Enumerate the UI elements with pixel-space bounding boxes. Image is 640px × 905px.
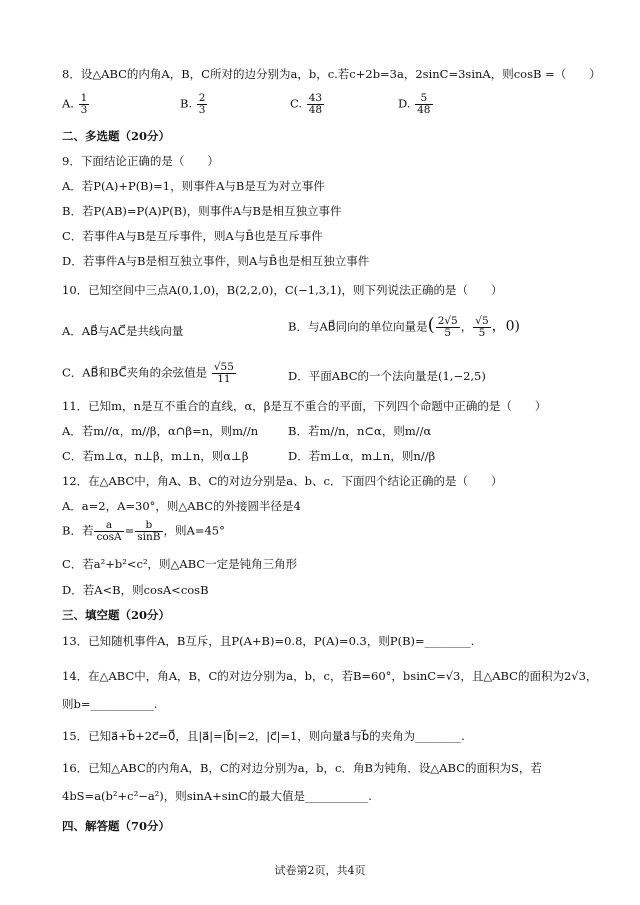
q11-option-a: A．若m//α，m//β，α∩β=n，则m//n: [62, 424, 259, 438]
q12-option-c: C．若a²+b²<c²，则△ABC一定是钝角三角形: [62, 557, 298, 571]
question-12-stem: 12．在△ABC中，角A、B、C的对边分别是a、b、c．下面四个结论正确的是（ ）: [62, 474, 503, 488]
q10-option-b: [288, 316, 520, 339]
question-10-stem: 10．已知空间中三点A(0,1,0)，B(2,2,0)，C(−1,3,1)，则下列说法正确的是（ ）: [62, 283, 503, 297]
question-11-stem: 11．已知m，n是互不重合的直线，α，β是互不重合的平面，下列四个命题中正确的是（ ）: [62, 399, 547, 413]
q8-option-d: [398, 93, 434, 116]
separator: ，: [460, 319, 473, 334]
option-label: D.: [398, 96, 411, 111]
fraction: $\frac{2√5}{5}$: [437, 315, 458, 339]
question-16-line-1: 16．已知△ABC的内角A，B，C的对边分别为a，b，c．角B为钝角．设△ABC的面积为S，若: [62, 761, 542, 775]
q8-option-c: [290, 93, 325, 116]
option-text: B．与AB⃗同向的单位向量是: [288, 319, 428, 334]
question-16-line-2: 4bS=a(b²+c²−a²)，则sinA+sinC的最大值是___________.: [62, 789, 372, 803]
fraction: $\frac{√5}{5}$: [475, 315, 489, 339]
q11-option-b: B．若m//n，n⊂α，则m//α: [288, 424, 432, 438]
q10-option-d: D．平面ABC的一个法向量是(1,−2,5): [288, 369, 486, 383]
section-heading-multiple-choice: 二、多选题（20分）: [62, 129, 171, 143]
q12-option-d: D．若A<B，则cosA<cosB: [62, 583, 209, 597]
fraction: $\frac{1}{3}$: [80, 92, 88, 116]
question-14-line-1: 14．在△ABC中，角A，B，C的对边分别为a，b，c，若B=60°，bsinC=√3，且△ABC的面积为2√3，: [62, 669, 598, 683]
option-text: ，则A=45°: [163, 523, 225, 538]
q8-option-b: [180, 93, 208, 116]
fraction: $\frac{a}{\cos A}$: [96, 519, 122, 543]
q11-option-c: C．若m⊥α，n⊥β，m⊥n，则α⊥β: [62, 449, 249, 463]
option-label: B.: [180, 96, 193, 111]
section-heading-fill-in: 三、填空题（20分）: [62, 608, 171, 622]
fraction: $\frac{2}{3}$: [198, 92, 206, 116]
option-label: C.: [290, 96, 303, 111]
option-text: B．若: [62, 523, 94, 538]
q8-option-a: [62, 93, 90, 116]
question-9-stem: 9．下面结论正确的是（ ）: [62, 154, 219, 168]
page-footer: 试卷第2页，共4页: [274, 864, 366, 877]
q9-option-c: C．若事件A与B是互斥事件，则A与B̄也是互斥事件: [62, 229, 323, 243]
option-label: A.: [62, 96, 74, 111]
section-heading-solutions: 四、解答题（70分）: [62, 819, 171, 833]
question-15: 15．已知a⃗+b⃗+2c⃗=0⃗，且|a⃗|=|b⃗|=2，|c⃗|=1，则向量a⃗与b⃗的夹角为________.: [62, 729, 465, 743]
q9-option-b: B．若P(AB)=P(A)P(B)，则事件A与B是相互独立事件: [62, 204, 342, 218]
fraction: $\frac{b}{\sin B}$: [137, 519, 161, 543]
vector-open: (: [427, 314, 435, 336]
q10-option-c: [62, 362, 237, 385]
fraction: $\frac{43}{48}$: [308, 92, 323, 116]
q9-option-a: A．若P(A)+P(B)=1，则事件A与B是互为对立事件: [62, 179, 325, 193]
question-14-line-2: 则b=___________.: [62, 697, 158, 711]
fraction: $\frac{5}{48}$: [417, 92, 431, 116]
vector-close: ，0): [491, 318, 520, 335]
q11-option-d: D．若m⊥α，m⊥n，则n//β: [288, 449, 436, 463]
q9-option-d: D．若事件A与B是相互独立事件，则A与B̄也是相互独立事件: [62, 254, 370, 268]
question-13: 13．已知随机事件A，B互斥，且P(A+B)=0.8，P(A)=0.3，则P(B)=________.: [62, 634, 475, 648]
fraction: $\frac{√55}{11}$: [213, 361, 234, 385]
equals-sign: =: [124, 523, 135, 538]
question-8-stem: 8．设△ABC的内角A，B，C所对的边分别为a，b，c.若c+2b=3a，2sinC=3sinA，则cosB =（ ）: [62, 67, 601, 81]
option-text: C．AB⃗和BC⃗夹角的余弦值是: [62, 365, 208, 380]
q10-option-a: A．AB⃗与AC⃗是共线向量: [62, 324, 184, 338]
q12-option-a: A．a=2，A=30°，则△ABC的外接圆半径是4: [62, 499, 301, 513]
q12-option-b: [62, 520, 225, 543]
